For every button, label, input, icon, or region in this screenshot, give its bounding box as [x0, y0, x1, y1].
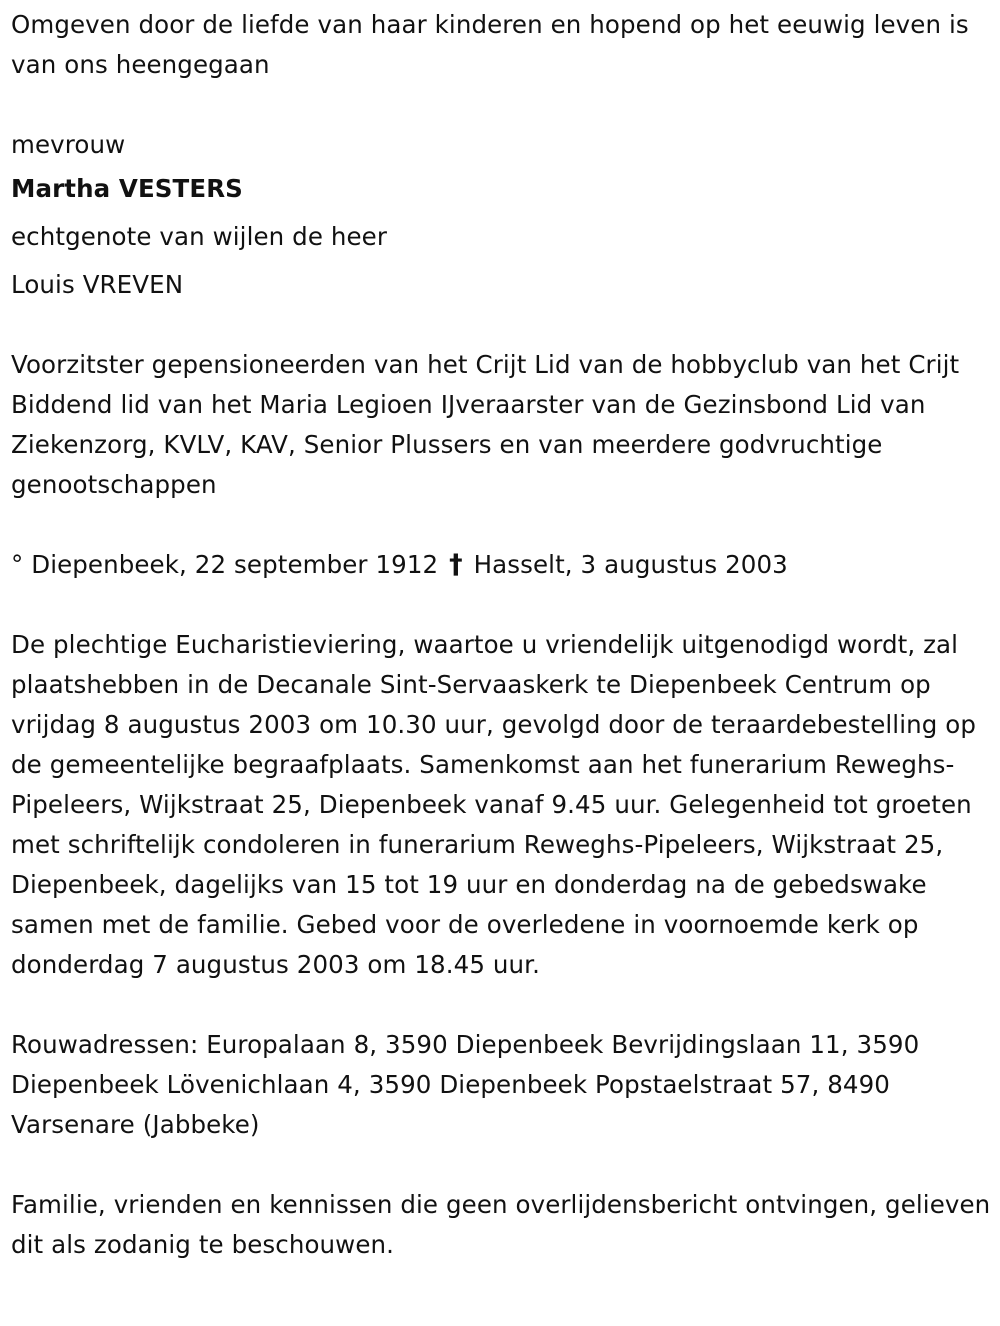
intro-text: Omgeven door de liefde van haar kinderen en hopend op het eeuwig leven is van ons heengegaan — [11, 10, 969, 79]
memberships-text: Voorzitster gepensioneerden van het Crijt Lid van de hobbyclub van het Crijt Biddend lid van het Maria Legioen IJveraarster van de Gezinsbond Lid van Ziekenzorg, KVLV, KAV, Senior Plussers en van meerdere godvruchtige genootschappen — [11, 350, 960, 499]
mourning-addresses: Rouwadressen: Europalaan 8, 3590 Diepenbeek Bevrijdingslaan 11, 3590 Diepenbeek Lövenichlaan 4, 3590 Diepenbeek Popstaelstraat 57, 8490 Varsenare (Jabbeke) — [11, 1030, 920, 1139]
spouse-name: Louis VREVEN — [11, 270, 184, 299]
closing-text: Familie, vrienden en kennissen die geen overlijdensbericht ontvingen, gelieven dit als zodanig te beschouwen. — [11, 1190, 991, 1259]
cross-icon: † — [449, 549, 463, 580]
death-info: Hasselt, 3 augustus 2003 — [473, 550, 788, 579]
honorific-title: mevrouw — [11, 130, 126, 159]
birth-info: ° Diepenbeek, 22 september 1912 — [11, 550, 439, 579]
ceremony-text: De plechtige Eucharistieviering, waartoe u vriendelijk uitgenodigd wordt, zal plaatshebben in de Decanale Sint-Servaaskerk te Diepenbeek Centrum op vrijdag 8 augustus 2003 om 10.30 uur, gevolgd door de teraardebestelling op de gemeentelijke begraafplaats. Samenkomst aan het funerarium Reweghs-Pipeleers, Wijkstraat 25, Diepenbeek vanaf 9.45 uur. Gelegenheid tot groeten met schriftelijk condoleren in funerarium Reweghs-Pipeleers, Wijkstraat 25, Diepenbeek, dagelijks van 15 tot 19 uur en donderdag na de gebedswake samen met de familie. Gebed voor de overledene in voornoemde kerk op donderdag 7 augustus 2003 om 18.45 uur. — [11, 630, 977, 979]
obituary-notice — [11, 0, 996, 1265]
deceased-name: Martha VESTERS — [11, 174, 243, 203]
relation-text: echtgenote van wijlen de heer — [11, 222, 388, 251]
life-dates — [11, 545, 996, 585]
